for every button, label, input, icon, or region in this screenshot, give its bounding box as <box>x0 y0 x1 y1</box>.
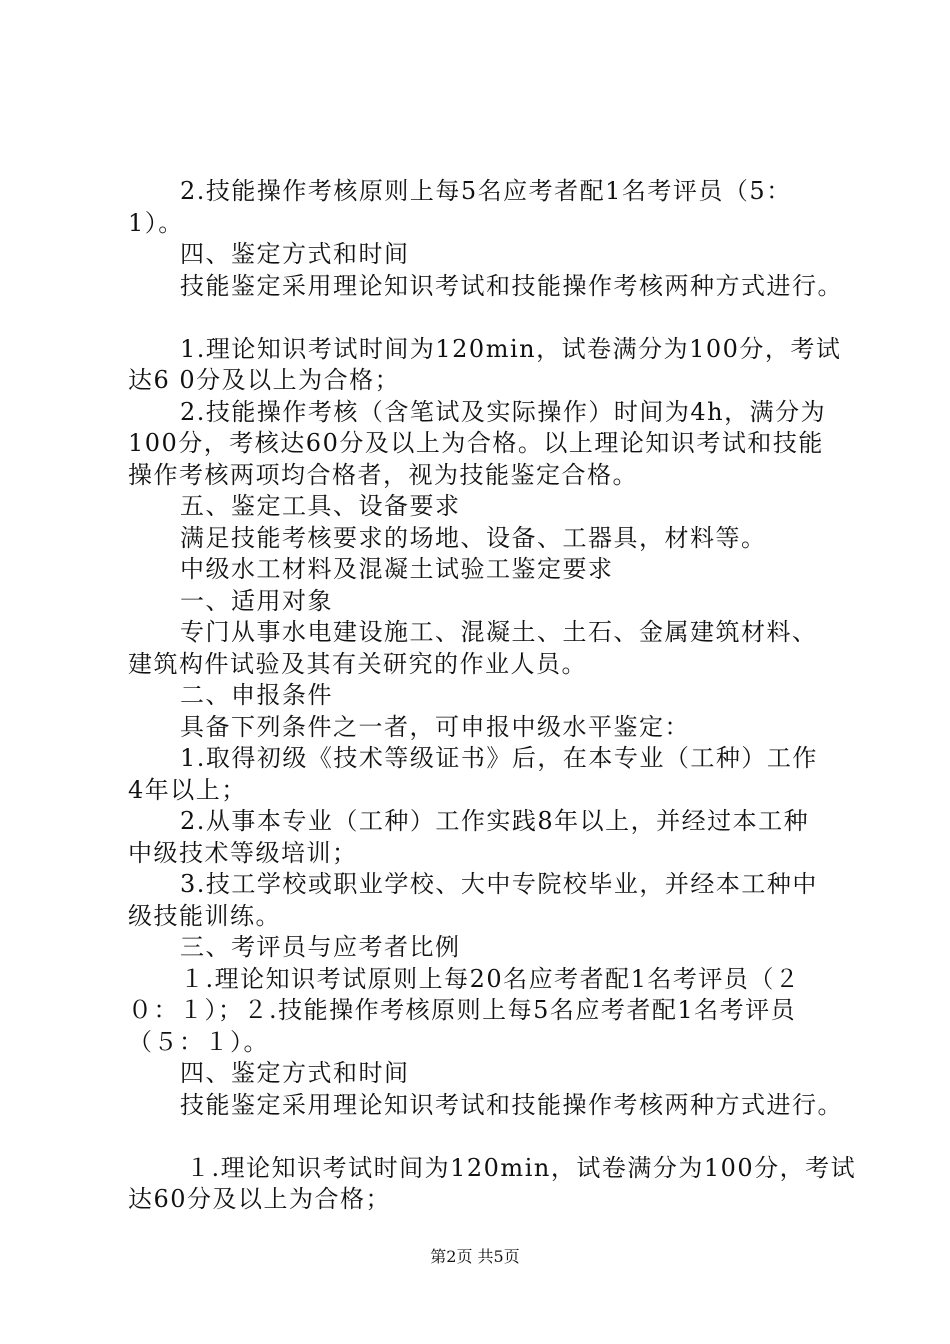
text-line: 级技能训练。 <box>128 901 281 930</box>
text-line: 1.理论知识考试时间为120min，试卷满分为100分，考试 <box>180 334 842 363</box>
text-line: 2.技能操作考核原则上每5名应考者配1名考评员（5： <box>180 177 792 205</box>
section-heading: 四、鉴定方式和时间 <box>180 240 410 268</box>
text-line: 2.技能操作考核（含笔试及实际操作）时间为4h，满分为 <box>180 397 827 426</box>
text-line: 操作考核两项均合格者，视为技能鉴定合格。 <box>128 460 638 489</box>
page-footer: 第2页 共5页 <box>430 1247 520 1266</box>
text-line: 1）。 <box>128 208 184 237</box>
text-line: ０：１）；２.技能操作考核原则上每5名应考者配1名考评员 <box>128 996 797 1024</box>
text-line: 中级技术等级培训； <box>128 838 358 867</box>
blank-line <box>128 1121 838 1153</box>
text-line: 100分，考核达60分及以上为合格。以上理论知识考试和技能 <box>128 429 824 457</box>
text-line: 1.取得初级《技术等级证书》后，在本专业（工种）工作 <box>180 744 818 772</box>
text-line: 4年以上； <box>128 775 247 804</box>
text-line: 2.从事本专业（工种）工作实践8年以上，并经过本工种 <box>180 807 810 835</box>
text-line: 3.技工学校或职业学校、大中专院校毕业，并经本工种中 <box>180 870 818 898</box>
text-line: １.理论知识考试原则上每20名应考者配1名考评员（２ <box>180 964 801 993</box>
text-line: 技能鉴定采用理论知识考试和技能操作考核两种方式进行。 <box>180 1090 843 1119</box>
text-line: 达6 0分及以上为合格； <box>128 366 401 394</box>
document-body <box>128 176 857 1216</box>
document-subtitle: 中级水工材料及混凝土试验工鉴定要求 <box>180 555 614 583</box>
text-line: 具备下列条件之一者，可申报中级水平鉴定： <box>180 712 690 741</box>
text-line: 满足技能考核要求的场地、设备、工器具，材料等。 <box>180 523 767 552</box>
section-heading: 一、适用对象 <box>180 586 333 615</box>
text-line: １.理论知识考试时间为120min，试卷满分为100分，考试 <box>186 1153 857 1182</box>
section-heading: 三、考评员与应考者比例 <box>180 933 461 961</box>
text-line: 建筑构件试验及其有关研究的作业人员。 <box>128 649 587 678</box>
text-line: （５：１）。 <box>128 1027 269 1056</box>
section-heading: 四、鉴定方式和时间 <box>180 1059 410 1087</box>
section-heading: 五、鉴定工具、设备要求 <box>180 492 461 520</box>
section-heading: 二、申报条件 <box>180 681 333 709</box>
text-line: 技能鉴定采用理论知识考试和技能操作考核两种方式进行。 <box>180 271 843 300</box>
text-line: 专门从事水电建设施工、混凝土、土石、金属建筑材料、 <box>180 618 818 646</box>
text-line: 达60分及以上为合格； <box>128 1185 392 1213</box>
blank-line <box>128 302 838 334</box>
